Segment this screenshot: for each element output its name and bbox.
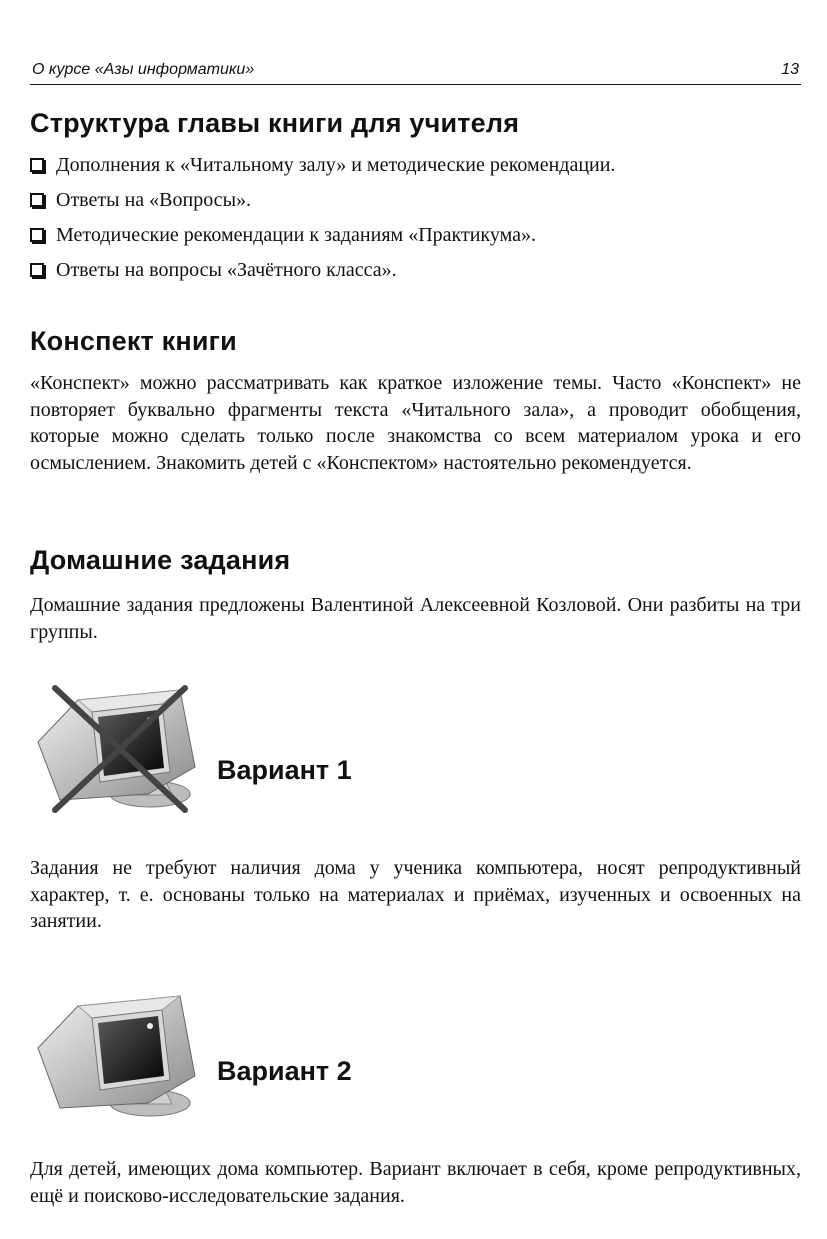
page-number: 13 [781, 61, 799, 78]
variant-2-paragraph: Для детей, имеющих дома компьютер. Вариант включает в себя, кроме репродуктивных, ещё и поисково-исследовательские задания. [30, 1158, 801, 1207]
variant-2-label: Вариант 2 [217, 1056, 352, 1086]
monitor-icon [30, 988, 205, 1123]
checkbox-bullet-icon [30, 158, 44, 172]
section-title-structure: Структура главы книги для учителя [30, 108, 520, 138]
crossed-out-monitor-icon [30, 682, 205, 822]
list-item: Дополнения к «Читальному залу» и методические рекомендации. [30, 150, 615, 185]
homework-paragraph: Домашние задания предложены Валентиной Алексеевной Козловой. Они разбиты на три группы. [30, 594, 801, 643]
list-item: Ответы на «Вопросы». [30, 185, 615, 220]
checkbox-bullet-icon [30, 193, 44, 207]
summary-paragraph: «Конспект» можно рассматривать как краткое изложение темы. Часто «Конспект» не повторяет буквально фрагменты текста «Читального зала», а проводит обобщения, которые можно сделать только после знакомства со всем материалом урока и его осмыслением. Знакомить детей с «Конспектом» настоятельно рекомендуется. [30, 372, 801, 474]
section-title-homework: Домашние задания [30, 545, 291, 575]
running-header [30, 60, 801, 85]
checkbox-bullet-icon [30, 263, 44, 277]
variant-1-paragraph: Задания не требуют наличия дома у ученика компьютера, носят репродуктивный характер, т. е. основаны только на материалах и приёмах, изученных и освоенных на занятии. [30, 857, 801, 932]
running-title: О курсе «Азы информатики» [32, 61, 255, 78]
checkbox-bullet-icon [30, 228, 44, 242]
list-item: Методические рекомендации к заданиям «Практикума». [30, 220, 615, 255]
section-title-summary: Конспект книги [30, 326, 237, 356]
variant-1-label: Вариант 1 [217, 755, 352, 785]
list-item: Ответы на вопросы «Зачётного класса». [30, 255, 615, 290]
structure-list [30, 150, 615, 290]
